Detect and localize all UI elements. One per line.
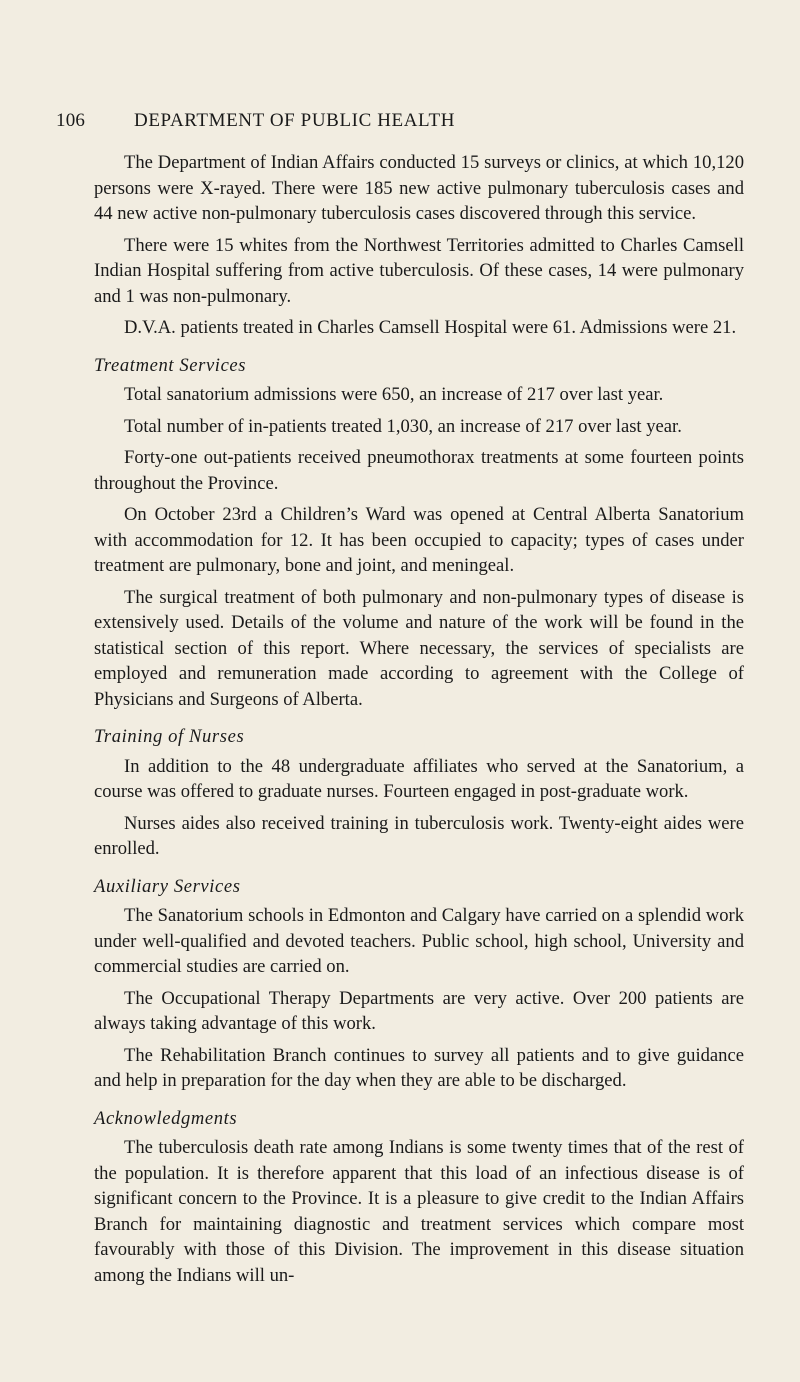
heading-treatment-services: Treatment Services (94, 354, 247, 376)
paragraph-nurses-aides: Nurses aides also received training in tuberculosis work. Twenty-eight aides were enrolled. (94, 812, 744, 859)
paragraph-sanatorium-admissions: Total sanatorium admissions were 650, an increase of 217 over last year. (124, 384, 664, 405)
paragraph-dva-patients: D.V.A. patients treated in Charles Camsell Hospital were 61. Admissions were 21. (124, 317, 737, 338)
page-number: 106 (56, 110, 86, 131)
heading-training-of-nurses: Training of Nurses (94, 726, 245, 747)
section-auxiliary-services (94, 874, 744, 1094)
heading-auxiliary-services: Auxiliary Services (94, 875, 241, 897)
paragraph-pneumothorax-treatments: Forty-one out-patients received pneumothorax treatments at some fourteen points throughout the Province. (94, 447, 744, 494)
page-header (0, 110, 800, 138)
paragraph-surgical-treatment: The surgical treatment of both pulmonary and non-pulmonary types of disease is extensively used. Details of the volume and nature of the work will be found in the statistical section of this report. Where necessary, the services of specialists are employed and remuneration made according to agreement with the College of Physicians and Surgeons of Alberta. (94, 586, 744, 710)
section-acknowledgments (94, 1106, 744, 1289)
section-intro (94, 150, 744, 341)
section-training-of-nurses (94, 724, 744, 862)
heading-acknowledgments: Acknowledgments (94, 1107, 238, 1129)
section-treatment-services (94, 353, 744, 713)
paragraph-occupational-therapy: The Occupational Therapy Departments are very active. Over 200 patients are always taking advantage of this work. (94, 987, 744, 1034)
paragraph-in-patients-treated: Total number of in-patients treated 1,030, an increase of 217 over last year. (124, 415, 682, 437)
paragraph-indian-affairs-surveys: The Department of Indian Affairs conducted 15 surveys or clinics, at which 10,120 persons were X-rayed. There were 185 new active pulmonary tuberculosis cases and 44 new active non-pulmonary tuberculosis cases discovered through this service. (94, 152, 744, 224)
paragraph-northwest-territories-admissions: There were 15 whites from the Northwest Territories admitted to Charles Camsell Indian Hospital suffering from active tuberculosis. Of these cases, 14 were pulmonary and 1 was non-pulmonary. (94, 234, 744, 307)
paragraph-childrens-ward: On October 23rd a Children’s Ward was opened at Central Alberta Sanatorium with accommodation for 12. It has been occupied to capacity; types of cases under treatment are pulmonary, bone and joint, and meningeal. (94, 504, 744, 576)
running-head: DEPARTMENT OF PUBLIC HEALTH (134, 110, 456, 131)
paragraph-death-rate-among-indians: The tuberculosis death rate among Indians is some twenty times that of the rest of the population. It is therefore apparent that this load of an infectious disease is of significant concern to the Province. It is a pleasure to give credit to the Indian Affairs Branch for maintaining diagnostic and treatment services which compare most favourably with those of this Division. The improvement in this disease situation among the Indians will un- (94, 1137, 744, 1286)
paragraph-undergraduate-affiliates: In addition to the 48 undergraduate affiliates who served at the Sanatorium, a course was offered to graduate nurses. Fourteen engaged in post-graduate work. (94, 755, 744, 802)
body-text (94, 150, 744, 1294)
paragraph-sanatorium-schools: The Sanatorium schools in Edmonton and Calgary have carried on a splendid work under well-qualified and devoted teachers. Public school, high school, University and commercial studies are carried on. (94, 905, 744, 977)
paragraph-rehabilitation-branch: The Rehabilitation Branch continues to survey all patients and to give guidance and help in preparation for the day when they are able to be discharged. (94, 1044, 744, 1091)
